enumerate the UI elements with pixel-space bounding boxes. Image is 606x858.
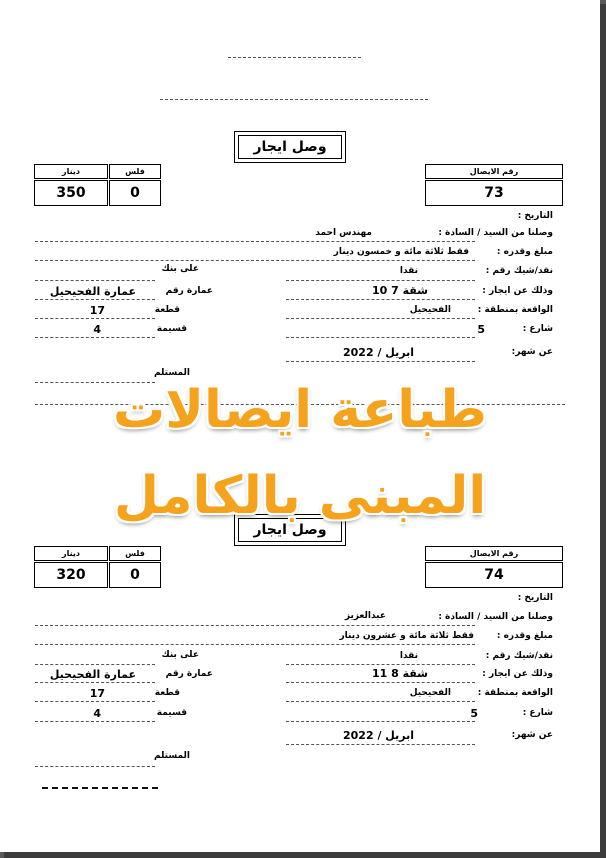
payment-method: نقدا [399,651,418,661]
month-value: ابريل / 2022 [343,346,414,359]
street-value: 5 [470,707,478,720]
apartment-value: شقة 8 11 [371,667,428,680]
rent-for-label: وذلك عن ايجار : [482,669,553,679]
receipt-title-box [234,131,346,163]
field-line [35,625,475,626]
header-line [160,99,428,100]
tenant-name: عبدالعزيز [344,611,386,621]
street-label: شارع : [522,324,553,334]
amount-text: فقط ثلاثة مائة و عشرون دينار [339,631,474,641]
field-line [35,337,155,338]
fils-header: فلس [109,164,161,179]
fils-value: 0 [109,180,161,206]
cash-cheque-label: نقد/شيك رقم : [485,266,553,276]
area-value: الفحيحيل [409,688,451,698]
promo-line-2: المبنى بالكامل [113,466,487,526]
field-line [286,318,475,319]
field-line [286,744,475,745]
field-line [286,682,475,683]
field-line [286,299,475,300]
cash-cheque-label: نقد/شيك رقم : [485,651,553,661]
signature-line [35,766,155,767]
receiver-label: المستلم [153,751,190,761]
page-shadow [4,852,606,858]
plot-label: قطعة [154,688,180,698]
month-label: عن شهر: [511,347,553,357]
promo-line-1: طباعة ايصالات [113,380,487,440]
field-line [286,361,475,362]
field-line [286,664,475,665]
parcel-label: قسيمة [156,324,187,334]
plot-value: 17 [89,687,105,700]
apartment-value: شقة 7 10 [371,284,428,297]
located-area-label: الواقعة بمنطقة : [477,305,553,315]
field-line [286,721,475,722]
receipt-title: وصل ايجار [238,518,342,542]
plot-value: 17 [89,304,105,317]
received-from-label: وصلنا من السيد / السادة : [438,612,553,622]
field-line [286,337,475,338]
building-no-label: عمارة رقم [165,669,213,679]
date-label: التاريخ : [517,593,553,603]
month-label: عن شهر: [511,730,553,740]
field-line [35,318,155,319]
dinar-value: 320 [34,562,108,588]
building-name: عمارة الفحيحيل [49,668,136,681]
field-line [35,682,155,683]
receipt-number-header: رقم الايصال [425,164,563,179]
fils-value: 0 [109,562,161,588]
receipt-number-header: رقم الايصال [425,546,563,561]
street-value: 5 [477,323,485,336]
area-value: الفحيحيل [409,305,451,315]
parcel-value: 4 [93,707,101,720]
field-line [35,241,475,242]
located-area-label: الواقعة بمنطقة : [477,688,553,698]
dinar-header: دينار [34,546,108,561]
receipt-title: وصل ايجار [238,135,342,159]
building-name: عمارة الفحيحيل [49,285,136,298]
field-line [35,280,155,281]
parcel-label: قسيمة [156,708,187,718]
on-bank-label: على بنك [161,650,199,660]
on-bank-label: على بنك [161,264,199,274]
amount-label: مبلغ وقدره : [496,631,553,641]
header-line [228,57,361,58]
receipt-number: 73 [425,180,563,206]
field-line [35,299,155,300]
parcel-value: 4 [93,323,101,336]
field-line [35,721,155,722]
dinar-header: دينار [34,164,108,179]
field-line [35,644,475,645]
receiver-label: المستلم [153,368,190,378]
dinar-value: 350 [34,180,108,206]
received-from-label: وصلنا من السيد / السادة : [438,228,553,238]
tenant-name: مهندس احمد [315,228,372,238]
field-line [35,260,475,261]
page-shadow [600,4,606,858]
receipt-number: 74 [425,562,563,588]
amount-text: فقط ثلاثة مائة و خمسون دينار [333,247,469,257]
plot-label: قطعة [154,305,180,315]
field-line [35,664,155,665]
receipt-separator [42,787,158,789]
month-value: ابريل / 2022 [343,729,414,742]
fils-header: فلس [109,546,161,561]
date-label: التاريخ : [517,211,553,221]
field-line [286,701,475,702]
building-no-label: عمارة رقم [165,286,213,296]
street-label: شارع : [522,708,553,718]
field-line [286,280,475,281]
amount-label: مبلغ وقدره : [496,247,553,257]
field-line [35,701,155,702]
payment-method: نقدا [399,266,418,276]
rent-for-label: وذلك عن ايجار : [482,286,553,296]
